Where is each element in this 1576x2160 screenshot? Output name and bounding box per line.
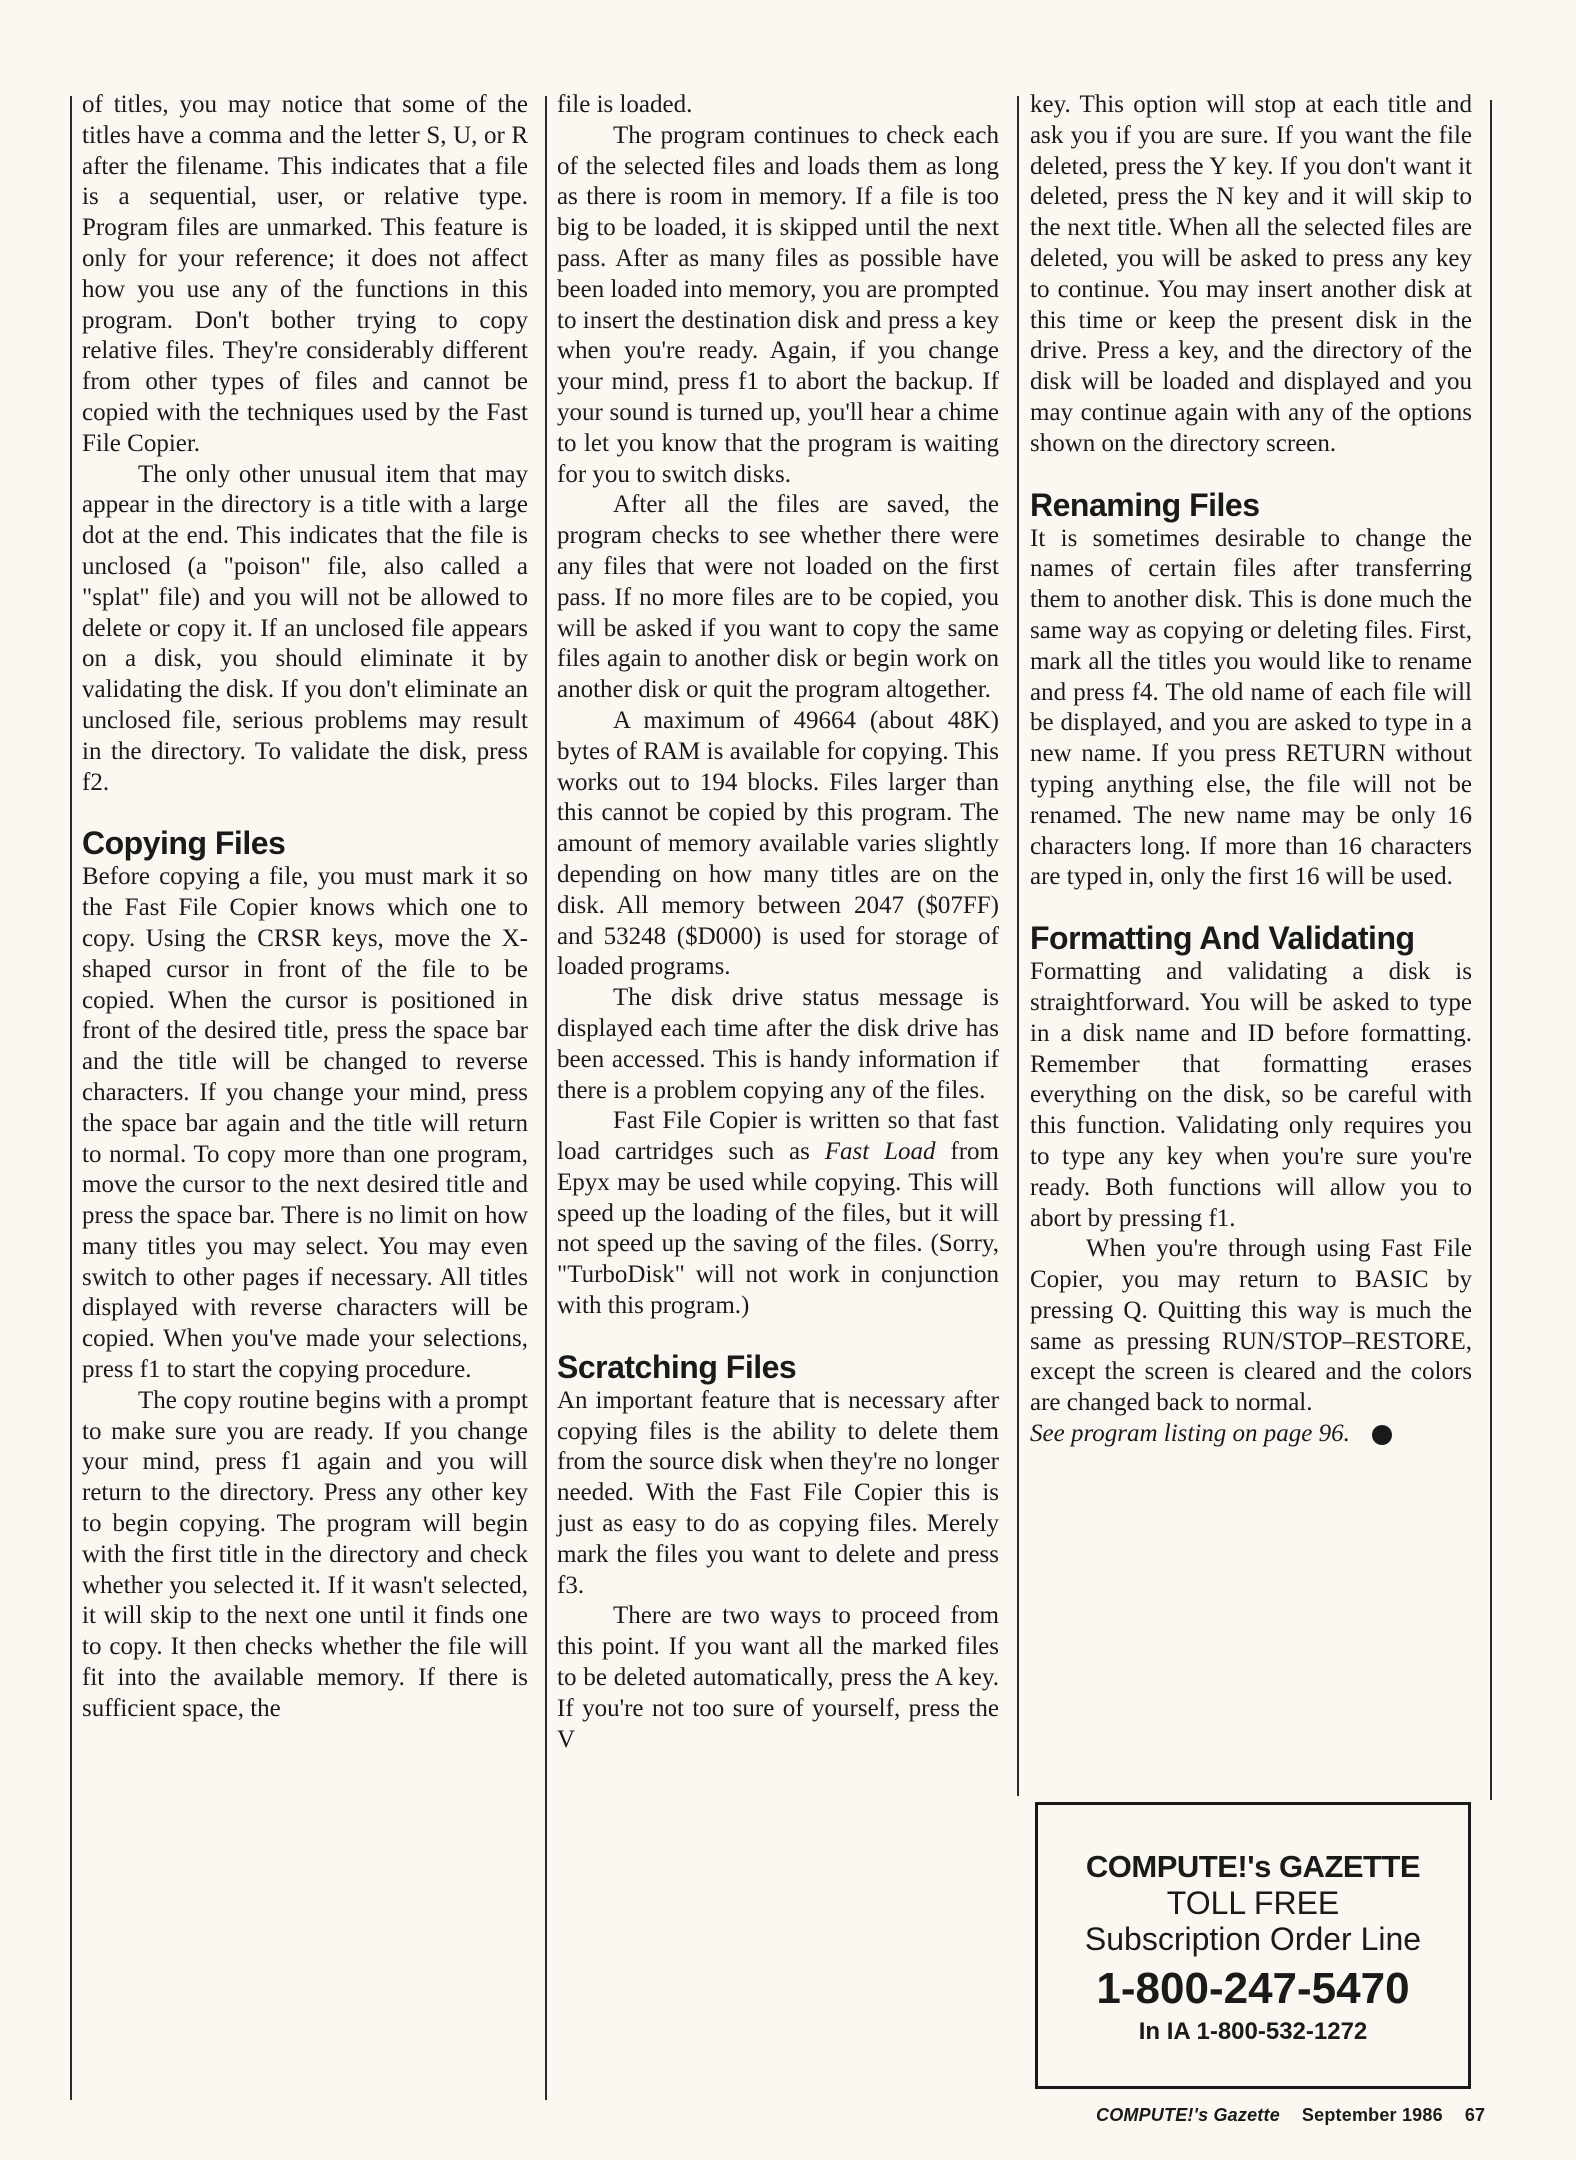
heading-renaming-files: Renaming Files [1030, 486, 1260, 523]
promo-line: TOLL FREE [1166, 1885, 1340, 1921]
subscription-promo-box [1035, 1802, 1471, 2089]
column-1 [82, 90, 528, 1725]
heading-scratching-files: Scratching Files [557, 1348, 797, 1385]
paragraph [557, 1106, 999, 1322]
listing-reference [1030, 1419, 1472, 1450]
promo-title: COMPUTE!'s GAZETTE [1085, 1849, 1421, 1884]
column-3 [1030, 90, 1472, 1450]
heading-copying-files: Copying Files [82, 825, 286, 862]
paragraph: A maximum of 49664 (about 48K) bytes of RAM is available for copying. This works out to 194 blocks. Files larger than this cannot be copied by this program. The amount of memory available varies slightly depending on how many titles are on the disk. All memory between 2047 ($07FF) and 53248 ($D000) is used for storage of loaded programs. [557, 706, 999, 981]
footer-magazine: COMPUTE!'s Gazette [1096, 2105, 1280, 2125]
paragraph: The copy routine begins with a prompt to make sure you are ready. If you change your mind, press f1 again and you will return to the directory. Press any other key to begin copying. The program will begin with the first title in the directory and check whether you selected it. If it wasn't selected, it will skip to the next one until it finds one to copy. It then checks whether the file will fit into the available memory. If there is sufficient space, the [82, 1386, 528, 1722]
text-run: from Epyx may be used while copying. This will speed up the loading of the files, but it will not speed up the saving of the files. (Sorry, "TurboDisk" will not work in conjunction with this program.) [557, 1138, 999, 1320]
paragraph: of titles, you may notice that some of the titles have a comma and the letter S, U, or R after the filename. This indicates that a file is a sequential, user, or relative type. Program files are unmarked. This feature is only for your reference; it does not affect how you use any of the functions in this program. Don't bother trying to copy relative files. They're considerably different from other types of files and cannot be copied with the techniques used by the Fast File Copier. [82, 91, 528, 457]
promo-line: Subscription Order Line [1084, 1921, 1422, 1957]
heading-formatting-validating: Formatting And Validating [1030, 920, 1415, 957]
text-run: Fast File Copier is written so that fast load cartridges such as [557, 1107, 999, 1166]
column-rule [70, 96, 72, 2100]
promo-phone: 1-800-247-5470 [1096, 1964, 1410, 2013]
paragraph: An important feature that is necessary after copying files is the ability to delete them from the source disk when they're no longer needed. With the Fast File Copier this is just as easy to do as copying files. Merely mark the files you want to delete and press f3. [557, 1386, 999, 1599]
footer-issue: September 1986 [1301, 2105, 1443, 2125]
promo-iowa-phone: In IA 1-800-532-1272 [1138, 2018, 1368, 2045]
column-rule [545, 96, 547, 2100]
paragraph: It is sometimes desirable to change the names of certain files after transferring them to another disk. This is done much the same way as copying or deleting files. First, mark all the titles you would like to rename and press f4. The old name of each file will be displayed, and you are asked to type in a new name. If you press RETURN without typing anything else, the file will not be renamed. The new name may be only 16 characters long. If more than 16 characters are typed in, only the first 16 will be used. [1030, 524, 1472, 891]
paragraph: There are two ways to proceed from this point. If you want all the marked files to be deleted automatically, press the A key. If you're not too sure of yourself, press the V [557, 1602, 999, 1753]
page-footer [1096, 2105, 1485, 2126]
paragraph: key. This option will stop at each title and ask you if you are sure. If you want the file deleted, press the Y key. If you don't want it deleted, press the N key and it will skip to the next title. When all the selected files are deleted, you will be asked to press any key to continue. You may insert another disk at this time or keep the present disk in the drive. Press a key, and the directory of the disk will be loaded and displayed and you may continue again with any of the options shown on the directory screen. [1030, 91, 1472, 457]
product-name: Fast Load [824, 1138, 936, 1166]
column-rule [1490, 100, 1492, 1800]
paragraph: The only other unusual item that may appear in the directory is a title with a large dot at the end. This indicates that the file is unclosed (a "poison" file, also called a "splat" file) and you will not be allowed to delete or copy it. If an unclosed file appears on a disk, you should eliminate it by validating the disk. If you don't eliminate an unclosed file, serious problems may result in the directory. To validate the disk, press f2. [82, 460, 528, 796]
paragraph: Before copying a file, you must mark it so the Fast File Copier knows which one to copy. Using the CRSR keys, move the X-shaped cursor in front of the file to be copied. When the cursor is positioned in front of the desired title, press the space bar and the title will be changed to reverse characters. If you change your mind, press the space bar again and the title will return to normal. To copy more than one program, move the cursor to the next desired title and press the space bar. There is no limit on how many titles you may select. You may even switch to other pages if necessary. All titles displayed with reverse characters will be copied. When you've made your selections, press f1 to start the copying procedure. [82, 863, 528, 1384]
paragraph: After all the files are saved, the program checks to see whether there were any files that were not loaded on the first pass. If no more files are to be copied, you will be asked if you want to copy the same files again to another disk or begin work on another disk or quit the program altogether. [557, 491, 999, 704]
column-rule [1017, 96, 1019, 1796]
paragraph: The program continues to check each of the selected files and loads them as long as there is room in memory. If a file is too big to be loaded, it is skipped until the next pass. After as many files as possible have been loaded into memory, you are prompted to insert the destination disk and press a key when you're ready. Again, if you change your mind, press f1 to abort the backup. If your sound is turned up, you'll hear a chime to let you know that the program is waiting for you to switch disks. [557, 121, 999, 488]
end-of-article-icon [1372, 1425, 1392, 1445]
paragraph: When you're through using Fast File Copier, you may return to BASIC by pressing Q. Quitting this way is much the same as pressing RUN/STOP–RESTORE, except the screen is cleared and the colors are changed back to normal. [1030, 1235, 1472, 1417]
see-listing-text: See program listing on page 96. [1030, 1420, 1350, 1448]
page-number: 67 [1464, 2105, 1486, 2125]
paragraph: file is loaded. [557, 91, 693, 118]
paragraph: The disk drive status message is displayed each time after the disk drive has been accessed. This is handy information if there is a problem copying any of the files. [557, 984, 999, 1104]
column-2 [557, 90, 999, 1755]
paragraph: Formatting and validating a disk is straightforward. You will be asked to type in a disk name and ID before formatting. Remember that formatting erases everything on the disk, so be careful with this function. Validating only requires you to type any key when you're sure you're ready. Both functions will allow you to abort by pressing f1. [1030, 958, 1472, 1232]
